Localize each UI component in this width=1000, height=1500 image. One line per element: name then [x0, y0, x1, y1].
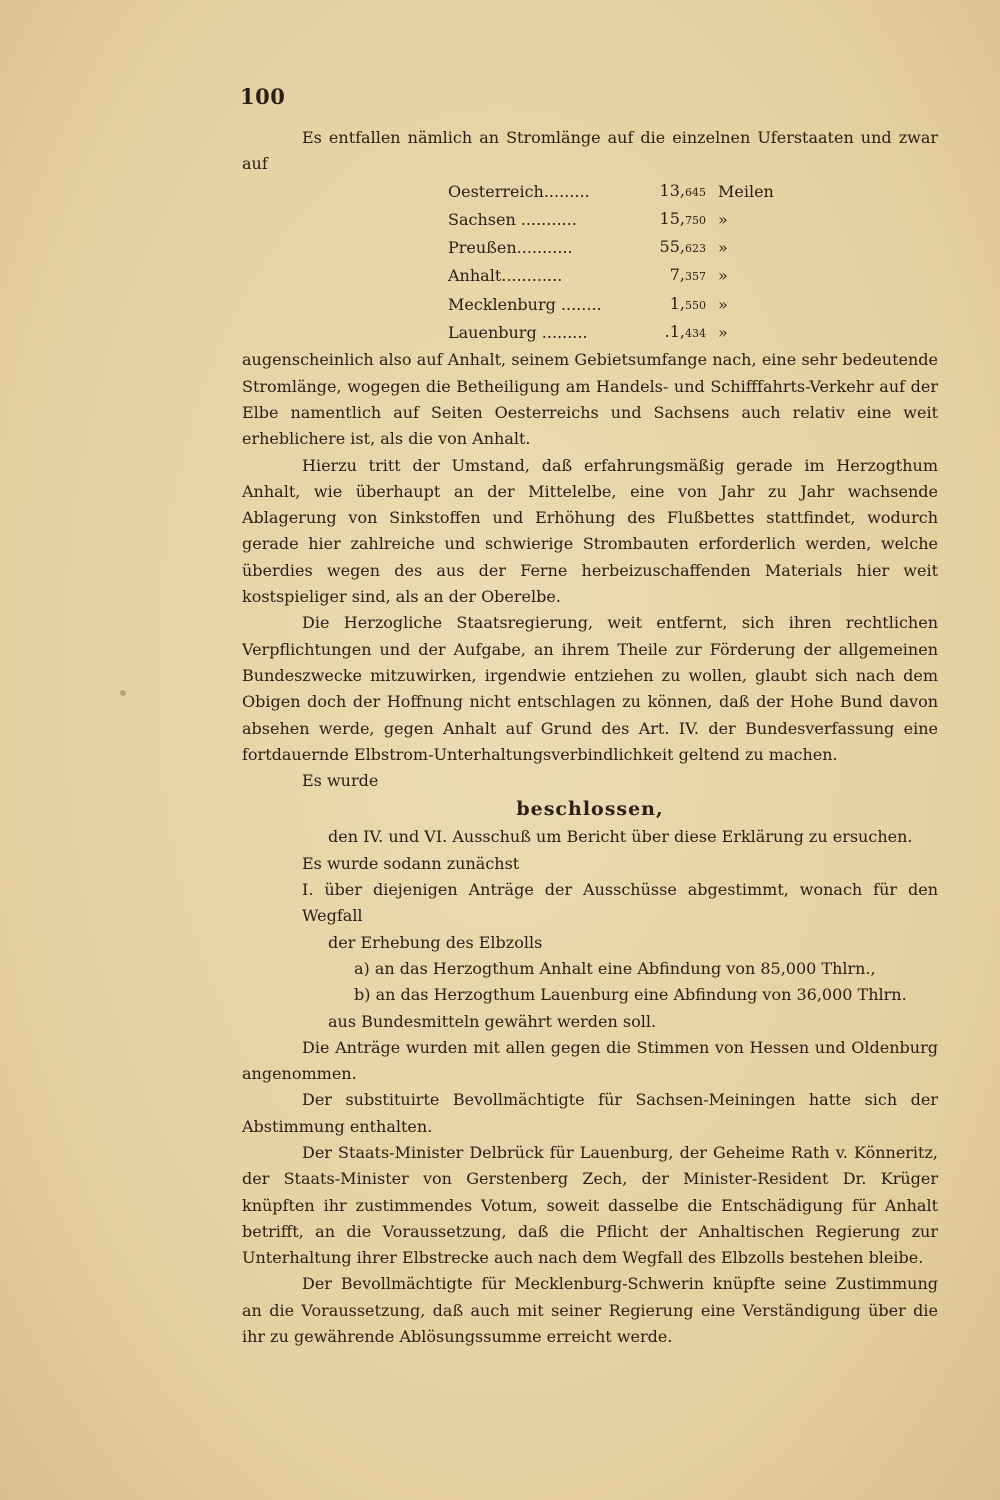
state-length-frac: 623 [685, 242, 706, 256]
state-unit: » [718, 294, 728, 314]
state-row [448, 319, 774, 347]
state-length-int: 1, [669, 293, 685, 313]
state-length [648, 319, 706, 347]
state-length [648, 262, 706, 290]
state-unit: Meilen [718, 181, 774, 201]
item-b: b) an das Herzogthum Lauenburg eine Abfindung von 36,000 Thlrn. [354, 985, 907, 1005]
item-i: I. über diejenigen Anträge der Ausschüsse abgestimmt, wonach für den Wegfall [302, 880, 938, 926]
state-length [648, 291, 706, 319]
river-length-table [448, 178, 774, 348]
state-row [448, 206, 774, 234]
paragraph-4: Die Anträge wurden mit allen gegen die Stimmen von Hessen und Oldenburg angenommen. [242, 1037, 938, 1084]
state-row [448, 291, 774, 319]
state-length [648, 206, 706, 234]
es-wurde-sodann: Es wurde sodann zunächst [302, 853, 520, 873]
state-length-int: 13, [659, 180, 685, 200]
state-name: Oesterreich......... [448, 181, 590, 201]
paragraph-3: Die Herzogliche Staatsregierung, weit entfernt, sich ihren rechtlichen Verpflichtungen und der Aufgabe, an ihrem Theile zur Förderung der allgemeinen Bundeszwecke mitzuwirken, irgendwie entziehen zu wollen, glaubt sich nach dem Obigen doch der Hoffnung nicht entschlagen zu können, daß der Hohe Bund davon absehen werde, gegen Anhalt auf Grund des Art. IV. der Bundesverfassung eine fortdauernde Elbstrom-Unterhaltungsverbindlichkeit geltend zu machen. [242, 613, 938, 764]
state-length [648, 234, 706, 262]
state-name: Anhalt............ [448, 266, 563, 286]
state-row [448, 234, 774, 262]
paper-spot [120, 690, 126, 696]
state-length [648, 178, 706, 206]
page-body [242, 125, 938, 1350]
item-end: aus Bundesmitteln gewährt werden soll. [328, 1011, 657, 1031]
state-length-frac: 750 [685, 213, 706, 227]
item-a: a) an das Herzogthum Anhalt eine Abfindung von 85,000 Thlrn., [354, 958, 876, 978]
state-unit: » [718, 238, 728, 258]
page-number: 100 [240, 84, 286, 109]
intro-paragraph: Es entfallen nämlich an Stromlänge auf die einzelnen Uferstaaten und zwar auf [242, 128, 938, 174]
state-name: Sachsen ........... [448, 209, 577, 229]
paragraph-6: Der Staats-Minister Delbrück für Lauenburg, der Geheime Rath v. Könneritz, der Staats-Minister von Gerstenberg Zech, der Minister-Resident Dr. Krüger knüpften ihr zustimmendes Votum, soweit dasselbe die Entschädigung für Anhalt betrifft, an die Voraussetzung, daß die Pflicht der Anhaltischen Regierung zur Unterhaltung ihrer Elbstrecke auch nach dem Wegfall des Elbzolls bestehen bleibe. [242, 1142, 938, 1268]
item-i-continued: der Erhebung des Elbzolls [328, 932, 543, 952]
state-length-int: 7, [669, 265, 685, 285]
state-name: Preußen........... [448, 238, 573, 258]
state-length-frac: 550 [685, 298, 706, 312]
state-length-frac: 434 [685, 327, 706, 341]
state-length-frac: 645 [685, 185, 706, 199]
beschlossen-heading: beschlossen, [516, 798, 664, 821]
paragraph-2: Hierzu tritt der Umstand, daß erfahrungsmäßig gerade im Herzogthum Anhalt, wie überhaupt an der Mittelelbe, eine von Jahr zu Jahr wachsende Ablagerung von Sinkstoffen und Erhöhung des Flußbettes stattfindet, wodurch gerade hier zahlreiche und schwierige Strombauten erforderlich werden, welche überdies wegen des aus der Ferne herbeizuschaffenden Materials hier weit kostspieliger sind, als an der Oberelbe. [242, 455, 938, 607]
state-row [448, 262, 774, 290]
state-row [448, 178, 774, 206]
paragraph-5: Der substituirte Bevollmächtigte für Sachsen-Meiningen hatte sich der Abstimmung enthalten. [242, 1090, 938, 1136]
state-unit: » [718, 209, 728, 229]
paragraph-7: Der Bevollmächtigte für Mecklenburg-Schwerin knüpfte seine Zustimmung an die Voraussetzung, daß auch mit seiner Regierung eine Verständigung über die ihr zu gewährende Ablösungssumme erreicht werde. [242, 1274, 938, 1347]
state-length-int: .1, [664, 322, 685, 342]
resolution-text: den IV. und VI. Ausschuß um Bericht über diese Erklärung zu ersuchen. [328, 827, 913, 847]
state-length-int: 55, [659, 237, 685, 257]
state-name: Mecklenburg ........ [448, 294, 602, 314]
state-unit: » [718, 323, 728, 343]
state-length-int: 15, [659, 208, 685, 228]
state-name: Lauenburg ......... [448, 323, 588, 343]
state-unit: » [718, 266, 728, 286]
es-wurde: Es wurde [302, 771, 379, 791]
state-length-frac: 357 [685, 270, 706, 284]
paragraph-1: augenscheinlich also auf Anhalt, seinem Gebietsumfange nach, eine sehr bedeutende Stromlänge, wogegen die Betheiligung am Handels- und Schifffahrts-Verkehr auf der Elbe namentlich auf Seiten Oesterreichs und Sachsens auch relativ eine weit erheblichere ist, als die von Anhalt. [242, 350, 938, 449]
